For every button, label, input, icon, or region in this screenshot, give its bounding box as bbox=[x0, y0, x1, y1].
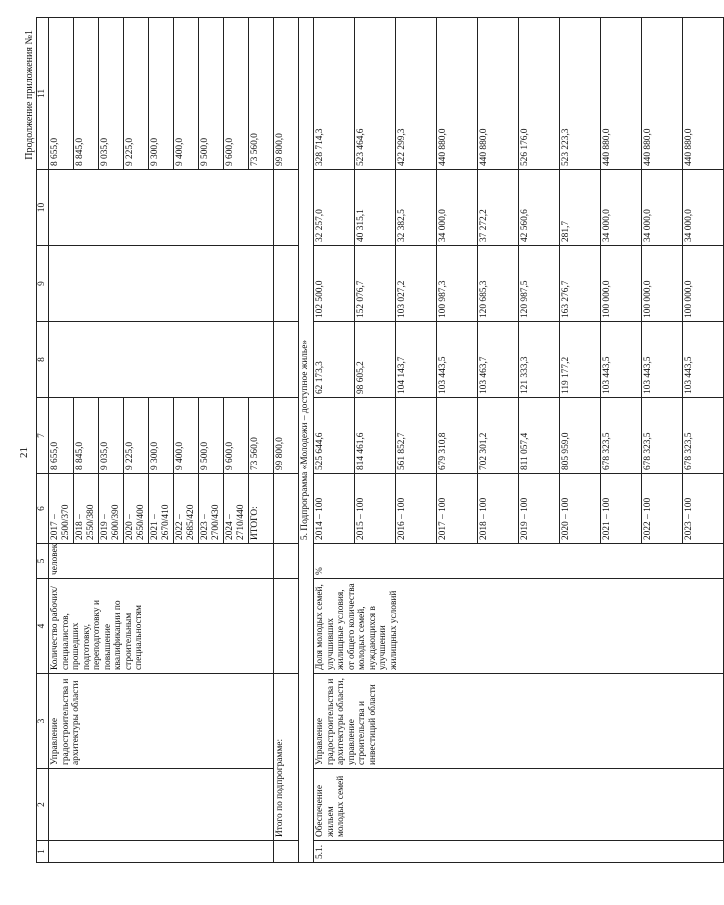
row-number-cell: 5.1. bbox=[314, 841, 724, 863]
regional-funding-cell: 8 845,0 bbox=[74, 18, 99, 170]
total-funding-cell: 8 845,0 bbox=[74, 398, 99, 474]
total-funding-cell: 9 500,0 bbox=[199, 398, 224, 474]
federal-funding-cell: 103 463,7 bbox=[478, 322, 519, 398]
col-num-4: 4 bbox=[37, 579, 49, 674]
cell-empty bbox=[49, 322, 274, 398]
total-funding-cell: 561 852,7 bbox=[396, 398, 437, 474]
total-funding-cell: 678 323,5 bbox=[642, 398, 683, 474]
target-cell: 2023 – 2700/430 bbox=[199, 474, 224, 544]
regional-budget-cell: 102 500,0 bbox=[314, 246, 355, 322]
subprogram-total-regional: 99 800,0 bbox=[274, 18, 299, 170]
regional-budget-cell: 120 685,3 bbox=[478, 246, 519, 322]
other-funding-cell: 440 880,0 bbox=[478, 18, 519, 170]
target-cell: 2018 – 2550/380 bbox=[74, 474, 99, 544]
local-funding-cell: 32 382,5 bbox=[396, 170, 437, 246]
other-funding-cell: 440 880,0 bbox=[437, 18, 478, 170]
regional-budget-cell: 120 987,5 bbox=[519, 246, 560, 322]
federal-funding-cell: 104 143,7 bbox=[396, 322, 437, 398]
target-cell: 2022 – 2685/420 bbox=[174, 474, 199, 544]
regional-funding-cell: 9 500,0 bbox=[199, 18, 224, 170]
section-title: 5. Подпрограмма «Молодежи – доступное жилье» bbox=[299, 18, 314, 863]
unit-cell: человек bbox=[49, 544, 274, 579]
col-num-6: 6 bbox=[37, 474, 49, 544]
other-funding-cell: 328 714,3 bbox=[314, 18, 355, 170]
regional-funding-cell: 8 655,0 bbox=[49, 18, 74, 170]
subprogram-total-label: Итого по подпрограмме: bbox=[274, 674, 299, 841]
section-heading-row bbox=[299, 18, 314, 863]
other-funding-cell: 523 464,6 bbox=[355, 18, 396, 170]
cell-empty bbox=[274, 170, 299, 246]
local-funding-cell: 34 000,0 bbox=[437, 170, 478, 246]
federal-funding-cell: 98 605,2 bbox=[355, 322, 396, 398]
local-funding-cell: 281,7 bbox=[560, 170, 601, 246]
total-funding-cell: 811 057,4 bbox=[519, 398, 560, 474]
regional-budget-cell: 103 027,2 bbox=[396, 246, 437, 322]
other-funding-cell: 440 880,0 bbox=[642, 18, 683, 170]
total-funding-cell: 702 301,2 bbox=[478, 398, 519, 474]
cell-empty bbox=[274, 841, 299, 863]
target-cell: 2016 – 100 bbox=[396, 474, 437, 544]
col-num-7: 7 bbox=[37, 398, 49, 474]
regional-funding-cell: 9 300,0 bbox=[149, 18, 174, 170]
target-cell: 2023 – 100 bbox=[683, 474, 724, 544]
regional-budget-cell: 100 000,0 bbox=[601, 246, 642, 322]
col-num-8: 8 bbox=[37, 322, 49, 398]
col-num-2: 2 bbox=[37, 769, 49, 841]
federal-funding-cell: 62 173,3 bbox=[314, 322, 355, 398]
col-num-3: 3 bbox=[37, 674, 49, 769]
local-funding-cell: 42 560,6 bbox=[519, 170, 560, 246]
page-number: 21 bbox=[18, 447, 30, 458]
other-funding-cell: 526 176,0 bbox=[519, 18, 560, 170]
indicator-cell: Количество рабочих/ специалистов, прошедших подготовку, переподготовку и повышение квалификации по строительным специальностям bbox=[49, 579, 274, 674]
local-funding-cell: 34 000,0 bbox=[683, 170, 724, 246]
target-cell: 2017 – 2500/370 bbox=[49, 474, 74, 544]
federal-funding-cell: 103 443,5 bbox=[683, 322, 724, 398]
cell-empty bbox=[274, 474, 299, 544]
other-funding-cell: 440 880,0 bbox=[601, 18, 642, 170]
measure-cell: Обеспечение жильем молодых семей bbox=[314, 769, 724, 841]
continuation-note: Продолжение приложения №1 bbox=[24, 30, 35, 160]
local-funding-cell: 34 000,0 bbox=[642, 170, 683, 246]
other-funding-cell: 440 880,0 bbox=[683, 18, 724, 170]
total-funding-cell: 8 655,0 bbox=[49, 398, 74, 474]
federal-funding-cell: 121 333,3 bbox=[519, 322, 560, 398]
regional-budget-cell: 100 000,0 bbox=[683, 246, 724, 322]
total-funding-cell: 678 323,5 bbox=[601, 398, 642, 474]
cell-empty bbox=[49, 170, 274, 246]
cell-empty bbox=[49, 769, 274, 841]
subprogram-total-row bbox=[274, 18, 299, 863]
federal-funding-cell: 103 443,5 bbox=[437, 322, 478, 398]
cell-empty bbox=[274, 544, 299, 579]
target-cell: 2022 – 100 bbox=[642, 474, 683, 544]
executor-cell: Управление градостроительства и архитектуры области bbox=[49, 674, 274, 769]
total-funding-cell: 9 600,0 bbox=[224, 398, 249, 474]
federal-funding-cell: 119 177,2 bbox=[560, 322, 601, 398]
federal-funding-cell: 103 443,5 bbox=[642, 322, 683, 398]
target-cell: 2024 – 2710/440 bbox=[224, 474, 249, 544]
local-funding-cell: 34 000,0 bbox=[601, 170, 642, 246]
regional-funding-cell: 73 560,0 bbox=[249, 18, 274, 170]
target-cell: 2021 – 100 bbox=[601, 474, 642, 544]
cell-empty bbox=[274, 246, 299, 322]
target-cell: 2019 – 100 bbox=[519, 474, 560, 544]
total-funding-cell: 679 310,8 bbox=[437, 398, 478, 474]
total-funding-cell: 814 461,6 bbox=[355, 398, 396, 474]
regional-funding-cell: 9 225,0 bbox=[124, 18, 149, 170]
total-funding-cell: 9 400,0 bbox=[174, 398, 199, 474]
regional-funding-cell: 9 600,0 bbox=[224, 18, 249, 170]
local-funding-cell: 32 257,0 bbox=[314, 170, 355, 246]
total-funding-cell: 73 560,0 bbox=[249, 398, 274, 474]
column-number-row bbox=[37, 18, 49, 863]
executor-cell: Управление градостроительства и архитектуры области, управление строительства и инвестиций области bbox=[314, 674, 724, 769]
other-funding-cell: 422 299,3 bbox=[396, 18, 437, 170]
other-funding-cell: 523 223,3 bbox=[560, 18, 601, 170]
total-funding-cell: 9 300,0 bbox=[149, 398, 174, 474]
regional-budget-cell: 100 987,3 bbox=[437, 246, 478, 322]
local-funding-cell: 40 315,1 bbox=[355, 170, 396, 246]
target-cell: 2014 – 100 bbox=[314, 474, 355, 544]
regional-funding-cell: 9 400,0 bbox=[174, 18, 199, 170]
regional-funding-cell: 9 035,0 bbox=[99, 18, 124, 170]
total-funding-cell: 678 323,5 bbox=[683, 398, 724, 474]
target-cell: 2021 – 2670/410 bbox=[149, 474, 174, 544]
subprogram-total-funding: 99 800,0 bbox=[274, 398, 299, 474]
total-funding-cell: 525 644,6 bbox=[314, 398, 355, 474]
cell-empty bbox=[49, 841, 274, 863]
total-label-cell: ИТОГО: bbox=[249, 474, 274, 544]
col-num-10: 10 bbox=[37, 170, 49, 246]
regional-budget-cell: 152 076,7 bbox=[355, 246, 396, 322]
unit-cell: % bbox=[314, 544, 724, 579]
total-funding-cell: 805 959,0 bbox=[560, 398, 601, 474]
target-cell: 2020 – 2650/400 bbox=[124, 474, 149, 544]
indicator-cell: Доля молодых семей, улучшивших жилищные условия, от общего количества молодых семей, нуждающихся в улучшении жилищных условий bbox=[314, 579, 724, 674]
total-funding-cell: 9 225,0 bbox=[124, 398, 149, 474]
regional-budget-cell: 163 276,7 bbox=[560, 246, 601, 322]
target-cell: 2019 – 2600/390 bbox=[99, 474, 124, 544]
federal-funding-cell: 103 443,5 bbox=[601, 322, 642, 398]
cell-empty bbox=[274, 322, 299, 398]
cell-empty bbox=[49, 246, 274, 322]
program-table bbox=[36, 17, 724, 863]
target-cell: 2018 – 100 bbox=[478, 474, 519, 544]
total-funding-cell: 9 035,0 bbox=[99, 398, 124, 474]
col-num-5: 5 bbox=[37, 544, 49, 579]
col-num-1: 1 bbox=[37, 841, 49, 863]
cell-empty bbox=[274, 579, 299, 674]
local-funding-cell: 37 272,2 bbox=[478, 170, 519, 246]
target-cell: 2017 – 100 bbox=[437, 474, 478, 544]
col-num-9: 9 bbox=[37, 246, 49, 322]
table-row bbox=[314, 18, 355, 863]
target-cell: 2015 – 100 bbox=[355, 474, 396, 544]
col-num-11: 11 bbox=[37, 18, 49, 170]
regional-budget-cell: 100 000,0 bbox=[642, 246, 683, 322]
target-cell: 2020 – 100 bbox=[560, 474, 601, 544]
table-row bbox=[49, 18, 74, 863]
